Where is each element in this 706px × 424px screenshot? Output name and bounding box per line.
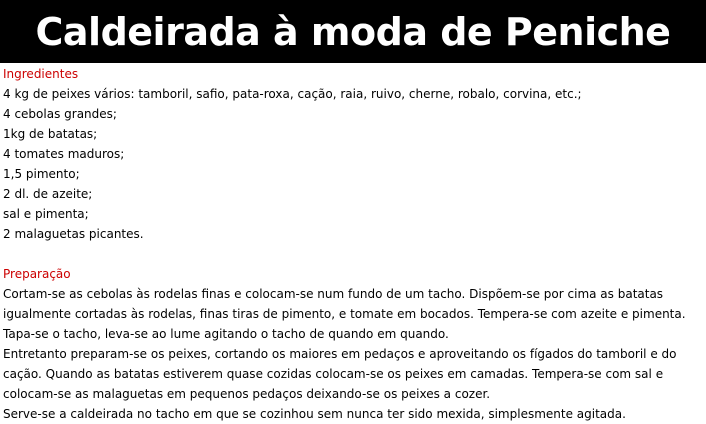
preparation-line: Entretanto preparam-se os peixes, cortando os maiores em pedaços e aproveitando os fígados do tamboril e do	[3, 347, 677, 361]
ingredient-item: 2 malaguetas picantes.	[3, 227, 144, 241]
title-bar	[0, 0, 706, 63]
page-title: Caldeirada à moda de Peniche	[35, 9, 671, 54]
preparation-line: Tapa-se o tacho, leva-se ao lume agitando o tacho de quando em quando.	[3, 327, 449, 341]
ingredient-item: 2 dl. de azeite;	[3, 187, 93, 201]
preparation-line: Cortam-se as cebolas às rodelas finas e colocam-se num fundo de um tacho. Dispõem-se por cima as batatas	[3, 287, 664, 301]
ingredient-item: 4 cebolas grandes;	[3, 107, 117, 121]
section-spacer	[3, 244, 705, 264]
ingredient-item: 4 kg de peixes vários: tamboril, safio, pata-roxa, cação, raia, ruivo, cherne, robalo, corvina, etc.;	[3, 87, 582, 101]
preparation-line: colocam-se as malaguetas em pequenos pedaços deixando-se os peixes a cozer.	[3, 387, 491, 401]
recipe-content	[3, 64, 705, 424]
ingredient-item: 1kg de batatas;	[3, 127, 98, 141]
ingredient-item: sal e pimenta;	[3, 207, 89, 221]
preparation-line: Serve-se a caldeirada no tacho em que se cozinhou sem nunca ter sido mexida, simplesmente agitada.	[3, 407, 626, 421]
preparation-line: igualmente cortadas às rodelas, finas tiras de pimento, e tomate em bocados. Tempera-se com azeite e pimenta.	[3, 307, 686, 321]
ingredient-item: 1,5 pimento;	[3, 167, 80, 181]
preparation-line: cação. Quando as batatas estiverem quase cozidas colocam-se os peixes em camadas. Tempera-se com sal e	[3, 367, 664, 381]
ingredients-heading: Ingredientes	[3, 67, 79, 81]
preparation-heading: Preparação	[3, 267, 71, 281]
preparation-text	[3, 284, 705, 424]
ingredient-item: 4 tomates maduros;	[3, 147, 125, 161]
ingredients-list	[3, 84, 705, 244]
